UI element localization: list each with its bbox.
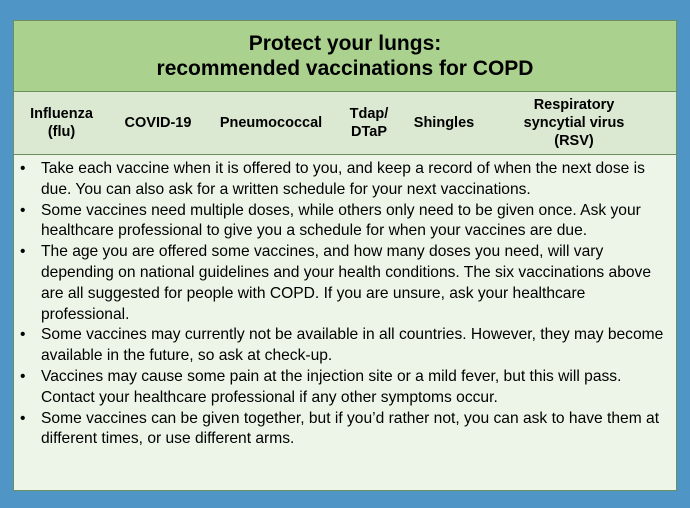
bullet-icon: • <box>20 160 26 177</box>
list-item <box>14 159 676 201</box>
list-item <box>14 242 676 325</box>
list-item <box>14 325 676 367</box>
bullet-icon: • <box>20 326 26 344</box>
list-item-text: Vaccines may cause some pain at the injection site or a mild fever, but this will pass. Contact your healthcare professional if any other symptoms occur. <box>41 367 622 406</box>
vaccine-rsv: Respiratory syncytial virus (RSV) <box>523 97 625 149</box>
vaccine-shingles: Shingles <box>413 115 475 131</box>
list-item-text: Some vaccines can be given together, but if you’d rather not, you can ask to have them at different times, or use different arms. <box>41 409 660 448</box>
list-item <box>14 201 676 243</box>
vaccine-covid-19: COVID-19 <box>124 115 192 131</box>
vaccine-influenza: Influenza (flu) <box>30 106 93 140</box>
bullet-icon: • <box>20 367 26 385</box>
list-item-text: Some vaccines need multiple doses, while others only need to be given once. Ask your healthcare professional to give you a schedule for when your vaccines are due. <box>41 201 641 240</box>
list-item-text: Some vaccines may currently not be available in all countries. However, they may become available in the future, so ask at check-up. <box>41 326 664 365</box>
list-item-text: The age you are offered some vaccines, and how many doses you need, will vary depending on national guidelines and your health conditions. The six vaccinations above are all suggested for people with COPD. If you are unsure, ask your healthcare professional. <box>41 243 652 323</box>
page-title-line-1: Protect your lungs: <box>248 32 442 55</box>
vaccine-tdap-dtap: Tdap/ DTaP <box>349 106 389 140</box>
vaccine-pneumococcal: Pneumococcal <box>219 115 323 131</box>
bullet-icon: • <box>20 201 26 219</box>
infographic-panel <box>13 20 677 491</box>
list-item-text: Take each vaccine when it is offered to you, and keep a record of when the next dose is due. You can also ask for a written schedule for your next vaccinations. <box>41 160 645 198</box>
title-banner <box>14 21 676 92</box>
bullet-icon: • <box>20 409 26 427</box>
list-item <box>14 409 676 451</box>
bullet-icon: • <box>20 243 26 261</box>
list-item <box>14 367 676 409</box>
page-title-line-2: recommended vaccinations for COPD <box>156 57 534 80</box>
advice-list <box>14 155 676 450</box>
vaccine-list <box>14 92 676 155</box>
